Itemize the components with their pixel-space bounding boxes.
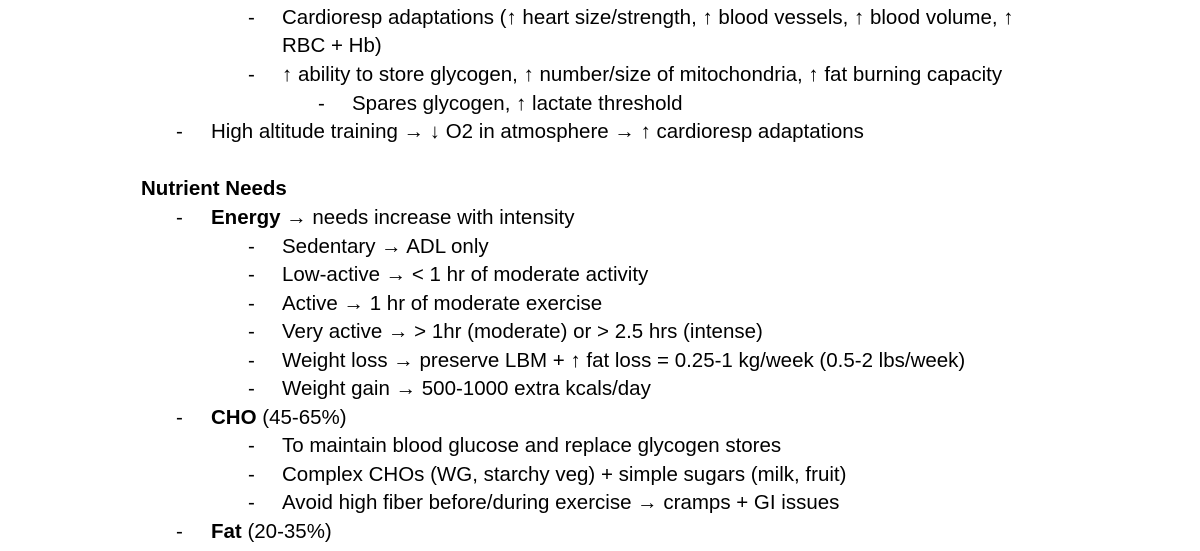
list-item-text: ↑ ability to store glycogen, ↑ number/size of mitochondria, ↑ fat burning capacity bbox=[282, 63, 1003, 86]
energy-description: → needs increase with intensity bbox=[280, 206, 575, 229]
list-bullet: - bbox=[318, 92, 325, 115]
list-item-text: High altitude training → ↓ O2 in atmosphere → ↑ cardioresp adaptations bbox=[211, 120, 864, 143]
list-item-text: Complex CHOs (WG, starchy veg) + simple sugars (milk, fruit) bbox=[282, 463, 847, 486]
list-bullet: - bbox=[248, 235, 255, 258]
list-bullet: - bbox=[248, 377, 255, 400]
list-bullet: - bbox=[248, 463, 255, 486]
section-heading: Nutrient Needs bbox=[141, 177, 287, 200]
list-item-text: Weight gain → 500-1000 extra kcals/day bbox=[282, 377, 651, 400]
list-item-fat bbox=[211, 518, 332, 546]
list-bullet: - bbox=[176, 120, 183, 143]
list-bullet: - bbox=[248, 263, 255, 286]
list-item-text-continuation: RBC + Hb) bbox=[282, 34, 382, 57]
term-cho: CHO bbox=[211, 406, 257, 429]
cho-range: (45-65%) bbox=[256, 406, 347, 429]
list-item-text: Weight loss → preserve LBM + ↑ fat loss = 0.25-1 kg/week (0.5-2 lbs/week) bbox=[282, 349, 966, 372]
list-item-text: Low-active → < 1 hr of moderate activity bbox=[282, 263, 649, 286]
list-bullet: - bbox=[176, 520, 183, 543]
list-item-text: Cardioresp adaptations (↑ heart size/strength, ↑ blood vessels, ↑ blood volume, ↑ bbox=[282, 6, 1014, 29]
list-item-text: Spares glycogen, ↑ lactate threshold bbox=[352, 92, 683, 115]
list-item-cho bbox=[211, 404, 347, 432]
clipped-previous-line bbox=[200, 0, 230, 2]
list-bullet: - bbox=[248, 320, 255, 343]
list-bullet: - bbox=[248, 491, 255, 514]
list-item-text: Very active → > 1hr (moderate) or > 2.5 hrs (intense) bbox=[282, 320, 763, 343]
list-item-energy bbox=[211, 204, 574, 232]
term-energy: Energy bbox=[211, 206, 281, 229]
list-bullet: - bbox=[248, 434, 255, 457]
list-bullet: - bbox=[248, 292, 255, 315]
list-item-text: Active → 1 hr of moderate exercise bbox=[282, 292, 603, 315]
list-item-text: Avoid high fiber before/during exercise → cramps + GI issues bbox=[282, 491, 840, 514]
list-item-text: To maintain blood glucose and replace glycogen stores bbox=[282, 434, 782, 457]
list-bullet: - bbox=[248, 349, 255, 372]
list-bullet: - bbox=[248, 6, 255, 29]
list-bullet: - bbox=[248, 63, 255, 86]
list-bullet: - bbox=[176, 406, 183, 429]
term-fat: Fat bbox=[211, 520, 242, 543]
list-bullet: - bbox=[176, 206, 183, 229]
fat-range: (20-35%) bbox=[241, 520, 332, 543]
list-item-text: Sedentary → ADL only bbox=[282, 235, 489, 258]
